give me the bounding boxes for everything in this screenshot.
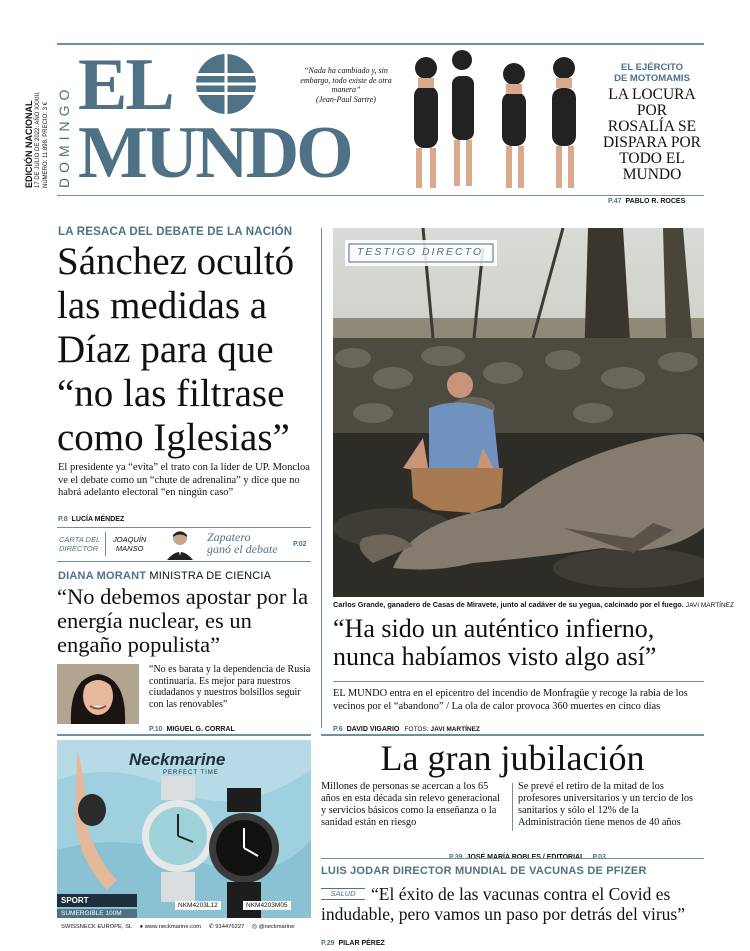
lead-kicker: LA RESACA DEL DEBATE DE LA NACIÓN bbox=[58, 226, 293, 238]
jubilacion-col2: Se prevé el retiro de la mitad de los profesores universitarios y un tercio de los sanitarios y sólo el 12% de la Administración tiene menos de 40 años bbox=[518, 781, 694, 828]
edition-label: EDICIÓN NACIONAL bbox=[24, 100, 34, 188]
rosalia-dancers-photo bbox=[398, 46, 596, 194]
globe-icon: ● bbox=[139, 924, 144, 930]
promo-box[interactable] bbox=[602, 62, 702, 207]
fire-photo[interactable] bbox=[333, 228, 704, 597]
masthead-title-line1: EL bbox=[78, 44, 173, 126]
carta-label: CARTA DEL DIRECTOR bbox=[59, 535, 101, 553]
carta-bottom-rule bbox=[57, 561, 311, 562]
vacunas-top-rule bbox=[321, 858, 704, 859]
lead-summary: El presidente ya “evita” el trato con la líder de UP. Moncloa ve el debate como un “chute de adrenalina” y dice que no habrá adelanto electoral “en ningún caso” bbox=[58, 462, 310, 498]
fire-photo-caption: Carlos Grande, ganadero de Casas de Miravete, junto al cadáver de su yegua, calcinado por el fuego. JAVI MARTÍNEZ bbox=[333, 600, 734, 609]
ad-sport: SPORT bbox=[57, 894, 137, 907]
masthead-quote: “Nada ha cambiado y, sin embargo, todo existe de otra manera” (Jean-Paul Sartre) bbox=[300, 66, 392, 104]
lead-byline: P.8 LUCÍA MÉNDEZ bbox=[58, 516, 125, 523]
day-label: DOMINGO bbox=[56, 84, 72, 188]
interview-summary: “No es barata y la dependencia de Rusia continuaría. Es mejor para nuestros ciudadanos y nuestros bolsillos seguir con las renovables” bbox=[149, 664, 311, 710]
ad-brand: Neckmarine bbox=[129, 750, 226, 769]
carta-author: JOAQUÍN MANSO bbox=[113, 535, 147, 553]
fire-summary: EL MUNDO entra en el epicentro del incendio de Monfragüe y recoge la rabia de los vecinos por el “abandono” / La ola de calor provoca 360 muertes en cinco días bbox=[333, 688, 688, 712]
promo-byline: P.47 PABLO R. ROCES bbox=[608, 198, 686, 205]
director-portrait-icon bbox=[165, 528, 195, 560]
column-divider bbox=[321, 228, 322, 728]
globe-logo-icon bbox=[194, 52, 258, 116]
fire-byline: P.6 DAVID VIGARIO FOTOS: JAVI MARTÍNEZ bbox=[333, 726, 480, 733]
masthead-title-line2: MUNDO bbox=[78, 112, 351, 194]
interview-headline[interactable]: “No debemos apostar por la energía nuclear, es un engaño populista” bbox=[57, 584, 309, 657]
phone-icon: ✆ bbox=[208, 924, 214, 930]
jubilacion-headline[interactable]: La gran jubilación bbox=[380, 738, 645, 778]
ad-tagline: PERFECT TIME bbox=[163, 770, 219, 776]
jubilacion-byline bbox=[449, 844, 606, 863]
fire-headline[interactable]: “Ha sido un auténtico infierno, nunca habíamos visto algo así” bbox=[333, 614, 657, 671]
jubilacion-col1: Millones de personas se acercan a los 65 años en esta década sin relevo generacional y servicios básicos como la enseñanza o la sanidad están en riesgo bbox=[321, 781, 500, 828]
neckmarine-ad[interactable] bbox=[57, 740, 311, 940]
testigo-directo-label: TESTIGO DIRECTO bbox=[356, 246, 484, 258]
vacunas-headline[interactable]: “El éxito de las vacunas contra el Covid es indudable, pero vamos un paso por detrás del virus” bbox=[321, 884, 686, 924]
interview-kicker: DIANA MORANT MINISTRA DE CIENCIA bbox=[58, 570, 272, 582]
promo-headline: LA LOCURA POR ROSALÍA SE DISPARA POR TODO EL MUNDO bbox=[602, 86, 702, 183]
salud-section-label: SALUD bbox=[321, 888, 365, 900]
ad-top-rule bbox=[57, 734, 311, 736]
instagram-icon: ◎ bbox=[251, 924, 257, 930]
diana-morant-portrait bbox=[57, 664, 139, 724]
ad-model2: NKM4203M05 bbox=[243, 901, 291, 910]
ad-sumergible: SUMERGIBLE 100M bbox=[57, 909, 137, 918]
jubilacion-top-rule bbox=[321, 734, 704, 736]
carta-page: P.02 bbox=[293, 541, 307, 548]
ad-model1: NKM4203L12 bbox=[175, 901, 221, 910]
promo-kicker: EL EJÉRCITO DE MOTOMAMIS bbox=[614, 62, 690, 84]
carta-title: Zapatero ganó el debate bbox=[207, 530, 278, 556]
vacunas-byline: P.29 PILAR PÉREZ bbox=[321, 940, 385, 947]
fire-rule bbox=[333, 681, 704, 682]
edition-meta: 17 DE JULIO DE 2022. AÑO XXXIII. NÚMERO: 11.898. PRECIO: 3 € bbox=[35, 91, 49, 188]
ad-footer: SWISSNECK EUROPE, SL ● www.neckmarine.com ✆ 914476227 ◎ @neckmarine bbox=[61, 924, 295, 930]
carta-director-box[interactable] bbox=[57, 528, 311, 560]
vacunas-kicker: LUIS JODAR DIRECTOR MUNDIAL DE VACUNAS DE PFIZER bbox=[321, 865, 647, 877]
interview-byline: P.10 MIGUEL G. CORRAL bbox=[149, 726, 235, 733]
lead-headline[interactable]: Sánchez ocultó las medidas a Díaz para que “no las filtrase como Iglesias” bbox=[57, 240, 295, 459]
